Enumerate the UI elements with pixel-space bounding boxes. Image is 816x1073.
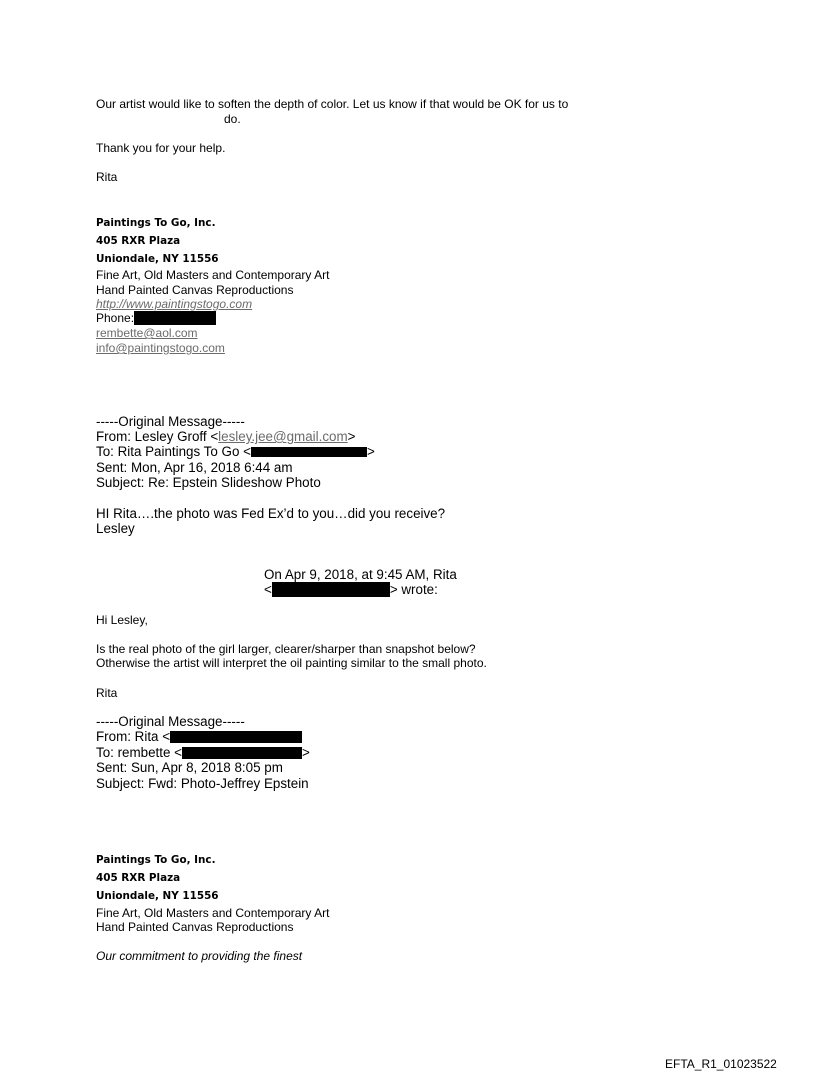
signature-address: 405 RXR Plaza <box>96 235 181 247</box>
intro-line-2: do. <box>224 112 241 126</box>
to-suffix: > <box>366 444 375 459</box>
website-link[interactable]: http://www.paintingstogo.com <box>96 297 253 311</box>
quote-suffix: > wrote: <box>389 582 438 597</box>
intro-line-1: Our artist would like to soften the depth of color. Let us know if that would be OK for us to <box>96 97 569 111</box>
to-line <box>96 444 375 459</box>
redaction-block <box>182 747 302 759</box>
signature-company: Paintings To Go, Inc. <box>96 217 216 229</box>
sent-line-2: Sent: Sun, Apr 8, 2018 8:05 pm <box>96 760 283 775</box>
commitment-line: Our commitment to providing the finest <box>96 949 303 963</box>
original-message-header-2: -----Original Message----- <box>96 714 245 729</box>
redaction-block <box>170 731 302 743</box>
from-suffix: > <box>347 429 356 444</box>
signature-tagline-1: Fine Art, Old Masters and Contemporary Art <box>96 268 330 282</box>
from-prefix: From: Lesley Groff < <box>96 429 219 444</box>
redaction-block <box>272 582 390 597</box>
sent-line: Sent: Mon, Apr 16, 2018 6:44 am <box>96 460 293 475</box>
phone-line <box>96 311 216 325</box>
from-email-link[interactable]: lesley.jee@gmail.com <box>218 429 348 444</box>
email-link-info[interactable]: info@paintingstogo.com <box>96 341 225 355</box>
to-prefix-2: To: rembette < <box>96 745 182 760</box>
to-suffix-2: > <box>301 745 310 760</box>
greeting-line: Hi Lesley, <box>96 613 148 627</box>
signature-tagline-1-2: Fine Art, Old Masters and Contemporary Art <box>96 906 330 920</box>
signature-tagline-2-2: Hand Painted Canvas Reproductions <box>96 920 294 934</box>
message-body-2a: Is the real photo of the girl larger, clearer/sharper than snapshot below? <box>96 642 476 656</box>
quote-prefix: < <box>264 582 272 597</box>
subject-line-2: Subject: Fwd: Photo-Jeffrey Epstein <box>96 776 309 791</box>
signature-tagline-2: Hand Painted Canvas Reproductions <box>96 283 294 297</box>
from-line-2 <box>96 729 302 744</box>
thanks-line: Thank you for your help. <box>96 141 226 155</box>
message-body-1: HI Rita….the photo was Fed Ex’d to you…did you receive? <box>96 506 446 521</box>
signature-address-2: 405 RXR Plaza <box>96 872 181 884</box>
phone-label: Phone: <box>96 311 135 325</box>
subject-line: Subject: Re: Epstein Slideshow Photo <box>96 475 321 490</box>
signature-company-2: Paintings To Go, Inc. <box>96 854 216 866</box>
redaction-block <box>134 311 216 325</box>
message-signoff-2: Rita <box>96 686 118 700</box>
sender-name: Rita <box>96 170 118 184</box>
document-id: EFTA_R1_01023522 <box>665 1057 777 1071</box>
signature-city-2: Uniondale, NY 11556 <box>96 890 219 902</box>
redaction-block <box>251 447 367 457</box>
quote-header-line-1: On Apr 9, 2018, at 9:45 AM, Rita <box>264 567 457 582</box>
message-body-2b: Otherwise the artist will interpret the oil painting similar to the small photo. <box>96 656 487 670</box>
signature-city: Uniondale, NY 11556 <box>96 253 219 265</box>
quote-header-line-2 <box>264 582 438 597</box>
to-prefix: To: Rita Paintings To Go < <box>96 444 251 459</box>
from-prefix-2: From: Rita < <box>96 729 171 744</box>
to-line-2 <box>96 745 310 760</box>
message-signoff-1: Lesley <box>96 521 135 536</box>
from-line <box>96 429 355 444</box>
original-message-header: -----Original Message----- <box>96 414 245 429</box>
email-link-rembette[interactable]: rembette@aol.com <box>96 326 198 340</box>
